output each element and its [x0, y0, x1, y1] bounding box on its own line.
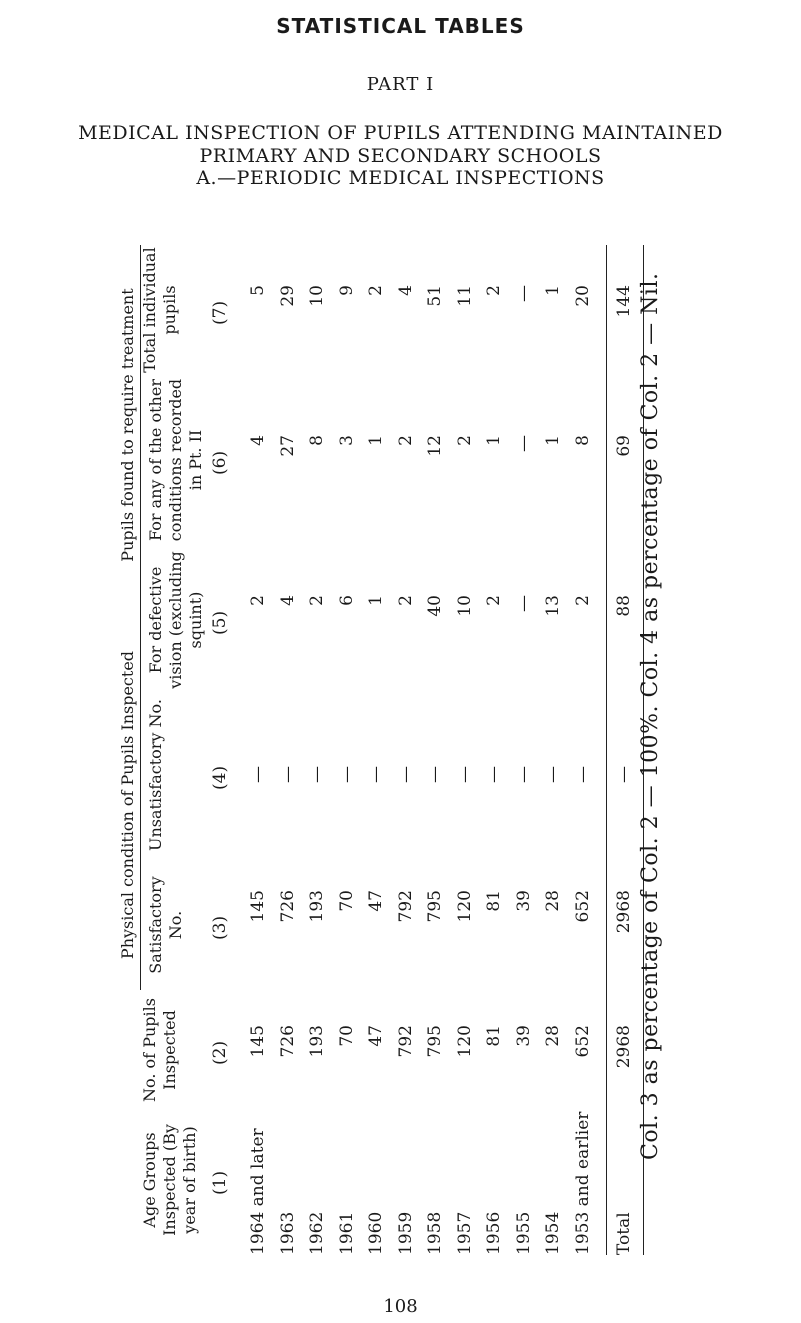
cell-other: 12: [425, 435, 445, 457]
cell-total: 4: [395, 285, 416, 296]
col2-number: (2): [210, 1040, 230, 1065]
cell-vision: 6: [336, 595, 357, 606]
col7-header: Total individual pupils: [140, 247, 179, 373]
cell-inspected: 81: [484, 1025, 504, 1047]
cell-vision: 2: [307, 595, 327, 606]
cell-inspected: 726: [277, 1025, 298, 1058]
cell-inspected: 792: [395, 1025, 416, 1058]
cell-year: 1962: [307, 1211, 327, 1255]
col3-number: (3): [210, 915, 230, 940]
group-header-treatment: Pupils found to require treatment: [118, 288, 137, 562]
cell-year: 1955: [513, 1211, 534, 1255]
total-label: Total: [614, 1212, 634, 1255]
cell-vision: 10: [454, 595, 475, 617]
cell-total: 11: [454, 285, 475, 307]
col7-number: (7): [210, 300, 230, 325]
cell-vision: 2: [572, 595, 593, 606]
col2-header: No. of Pupils Inspected: [140, 998, 179, 1102]
cell-inspected: 193: [307, 1025, 327, 1058]
cell-total: 5: [248, 285, 268, 296]
cell-inspected: 47: [366, 1025, 386, 1047]
cell-satisfactory: 39: [513, 890, 534, 912]
cell-vision: 1: [366, 595, 386, 606]
cell-satisfactory: 28: [543, 890, 563, 912]
cell-other: 4: [248, 435, 268, 446]
page-title: STATISTICAL TABLES: [276, 14, 525, 38]
cell-satisfactory: 792: [395, 890, 416, 923]
cell-unsatisfactory: —: [513, 766, 534, 783]
cell-other: 3: [336, 435, 357, 446]
cell-other: 8: [572, 435, 593, 446]
cell-total: 29: [277, 285, 298, 307]
section-heading-line-1: MEDICAL INSPECTION OF PUPILS ATTENDING MAINTAINED: [78, 122, 723, 144]
cell-inspected: 39: [513, 1025, 534, 1047]
cell-year: 1954: [543, 1211, 563, 1255]
cell-unsatisfactory: —: [484, 766, 504, 783]
col6-number: (6): [210, 450, 230, 475]
total-inspected: 2968: [614, 1025, 634, 1069]
cell-satisfactory: 726: [277, 890, 298, 923]
cell-inspected: 28: [543, 1025, 563, 1047]
cell-vision: 2: [248, 595, 268, 606]
col5-header: For defective vision (excluding squint): [146, 551, 205, 689]
cell-year: 1963: [277, 1211, 298, 1255]
cell-year: 1957: [454, 1211, 475, 1255]
cell-unsatisfactory: —: [248, 766, 268, 783]
cell-unsatisfactory: —: [454, 766, 475, 783]
cell-unsatisfactory: —: [366, 766, 386, 783]
cell-other: —: [513, 435, 534, 452]
cell-unsatisfactory: —: [543, 766, 563, 783]
cell-satisfactory: 81: [484, 890, 504, 912]
total-vision: 88: [614, 595, 634, 617]
col1-header: Age Groups Inspected (By year of birth): [140, 1124, 199, 1236]
cell-total: 9: [336, 285, 357, 296]
cell-inspected: 145: [248, 1025, 268, 1058]
cell-inspected: 120: [454, 1025, 475, 1058]
cell-unsatisfactory: —: [307, 766, 327, 783]
cell-year: 1959: [395, 1211, 416, 1255]
cell-satisfactory: 145: [248, 890, 268, 923]
cell-other: 2: [395, 435, 416, 446]
cell-vision: 40: [425, 595, 445, 617]
cell-total: —: [513, 285, 534, 302]
cell-satisfactory: 70: [336, 890, 357, 912]
cell-vision: 2: [484, 595, 504, 606]
cell-total: 10: [307, 285, 327, 307]
cell-satisfactory: 795: [425, 890, 445, 923]
footer-note: Col. 3 as percentage of Col. 2 — 100%. Col. 4 as percentage of Col. 2 — Nil.: [638, 272, 663, 1160]
cell-satisfactory: 120: [454, 890, 475, 923]
cell-vision: 2: [395, 595, 416, 606]
cell-year: 1964 and later: [248, 1128, 268, 1255]
cell-inspected: 652: [572, 1025, 593, 1058]
cell-total: 1: [543, 285, 563, 296]
cell-other: 1: [484, 435, 504, 446]
cell-other: 1: [543, 435, 563, 446]
total-rule-top: [606, 245, 607, 1255]
cell-inspected: 70: [336, 1025, 357, 1047]
section-heading-line-2: PRIMARY AND SECONDARY SCHOOLS: [199, 145, 602, 167]
cell-total: 2: [484, 285, 504, 296]
cell-satisfactory: 47: [366, 890, 386, 912]
cell-vision: —: [513, 595, 534, 612]
cell-other: 27: [277, 435, 298, 457]
cell-other: 1: [366, 435, 386, 446]
cell-unsatisfactory: —: [425, 766, 445, 783]
col6-header: For any of the other conditions recorded in Pt. II: [146, 378, 205, 542]
cell-year: 1953 and earlier: [572, 1111, 593, 1255]
total-unsatisfactory: —: [614, 766, 634, 783]
cell-year: 1958: [425, 1211, 445, 1255]
col5-number: (5): [210, 610, 230, 635]
cell-inspected: 795: [425, 1025, 445, 1058]
col3-header: Satisfactory No.: [146, 876, 185, 974]
cell-satisfactory: 193: [307, 890, 327, 923]
group-header-physical: Physical condition of Pupils Inspected: [118, 650, 137, 960]
cell-vision: 13: [543, 595, 563, 617]
total-satisfactory: 2968: [614, 890, 634, 934]
cell-unsatisfactory: —: [572, 766, 593, 783]
cell-other: 2: [454, 435, 475, 446]
cell-vision: 4: [277, 595, 298, 606]
col1-number: (1): [210, 1170, 230, 1195]
cell-year: 1960: [366, 1211, 386, 1255]
cell-unsatisfactory: —: [395, 766, 416, 783]
total-other: 69: [614, 435, 634, 457]
col4-number: (4): [210, 765, 230, 790]
cell-total: 20: [572, 285, 593, 307]
cell-satisfactory: 652: [572, 890, 593, 923]
page-number: 108: [383, 1296, 418, 1317]
cell-year: 1956: [484, 1211, 504, 1255]
cell-total: 2: [366, 285, 386, 296]
cell-unsatisfactory: —: [336, 766, 357, 783]
cell-total: 51: [425, 285, 445, 307]
cell-other: 8: [307, 435, 327, 446]
cell-unsatisfactory: —: [277, 766, 298, 783]
inspection-table: [118, 235, 698, 1255]
col4-header: Unsatisfactory No.: [146, 699, 165, 851]
subheading: A.—PERIODIC MEDICAL INSPECTIONS: [196, 167, 605, 189]
total-individual: 144: [614, 285, 634, 318]
cell-year: 1961: [336, 1211, 357, 1255]
part-heading: PART I: [366, 74, 435, 95]
